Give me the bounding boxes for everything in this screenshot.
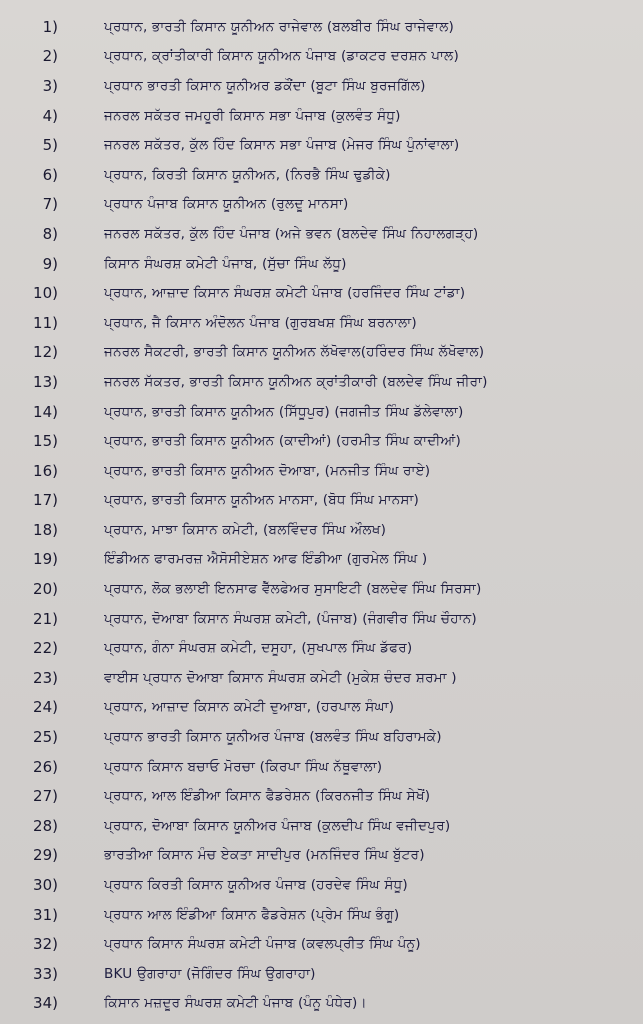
list-item [0,367,643,397]
item-text: ਵਾਈਸ ਪ੍ਰਧਾਨ ਦੋਆਬਾ ਕਿਸਾਨ ਸੰਘਰਸ਼ ਕਮੇਟੀ (ਮੁਕੇਸ਼ ਚੰਦਰ ਸ਼ਰਮਾ ) [104,669,457,686]
item-number: 11) [33,313,58,332]
list-item [0,693,643,723]
item-text: ਕਿਸਾਨ ਸੰਘਰਸ਼ ਕਮੇਟੀ ਪੰਜਾਬ, (ਸੁੱਚਾ ਸਿੰਘ ਲੱਧੂ) [104,255,347,272]
list-item [0,811,643,841]
item-number: 15) [33,432,58,451]
list-item [0,456,643,486]
list-item [0,71,643,101]
item-number: 26) [33,757,58,776]
item-number: 21) [33,609,58,628]
item-number: 8) [42,224,58,243]
item-number: 10) [33,284,58,303]
list-item [0,781,643,811]
item-text: ਪ੍ਰਧਾਨ ਭਾਰਤੀ ਕਿਸਾਨ ਯੂਨੀਅਰ ਪੰਜਾਬ (ਬਲਵੰਤ ਸਿੰਘ ਬਹਿਰਾਮਕੇ) [104,729,442,746]
list-item [0,989,643,1019]
list-item [0,338,643,368]
item-number: 14) [33,402,58,421]
item-number: 31) [33,905,58,924]
list-item [0,308,643,338]
item-text: BKU ਉਗਰਾਹਾ (ਜੋਗਿੰਦਰ ਸਿੰਘ ਉਗਰਾਹਾ) [104,965,316,982]
item-text: ਪ੍ਰਧਾਨ ਪੰਜਾਬ ਕਿਸਾਨ ਯੂਨੀਅਨ (ਰੁਲਦੂ ਮਾਨਸਾ) [104,196,349,213]
list-item [0,101,643,131]
item-text: ਕਿਸਾਨ ਮਜ਼ਦੂਰ ਸੰਘਰਸ਼ ਕਮੇਟੀ ਪੰਜਾਬ (ਪੰਨੂ ਪੰਧੇਰ)। [104,995,367,1012]
list-item [0,219,643,249]
item-text: ਪ੍ਰਧਾਨ, ਭਾਰਤੀ ਕਿਸਾਨ ਯੂਨੀਅਨ ਦੋਆਬਾ, (ਮਨਜੀਤ ਸਿੰਘ ਰਾਏ) [104,462,431,479]
list-item [0,722,643,752]
list-item [0,959,643,989]
list-item [0,929,643,959]
list-item [0,397,643,427]
item-number: 13) [33,372,58,391]
item-number: 28) [33,816,58,835]
item-number: 7) [42,195,58,214]
item-number: 27) [33,787,58,806]
item-text: ਪ੍ਰਧਾਨ ਕਿਰਤੀ ਕਿਸਾਨ ਯੂਨੀਅਰ ਪੰਜਾਬ (ਹਰਦੇਵ ਸਿੰਘ ਸੰਧੂ) [104,877,408,894]
list-item [0,249,643,279]
item-text: ਪ੍ਰਧਾਨ, ਲੋਕ ਭਲਾਈ ਇਨਸਾਫ ਵੈੱਲਫੇਅਰ ਸੁਸਾਇਟੀ (ਬਲਦੇਵ ਸਿੰਘ ਸਿਰਸਾ) [104,581,482,598]
list-item [0,870,643,900]
list-item [0,486,643,516]
item-text: ਪ੍ਰਧਾਨ, ਕ੍ਰਾਂਤੀਕਾਰੀ ਕਿਸਾਨ ਯੂਨੀਅਨ ਪੰਜਾਬ (ਡਾਕਟਰ ਦਰਸ਼ਨ ਪਾਲ) [104,48,459,65]
item-number: 17) [33,491,58,510]
item-number: 22) [33,639,58,658]
organization-list [0,12,643,1018]
list-item [0,604,643,634]
list-item [0,841,643,871]
item-text: ਜਨਰਲ ਸੈਕਟਰੀ, ਭਾਰਤੀ ਕਿਸਾਨ ਯੂਨੀਅਨ ਲੱਖੋਵਾਲ(ਹਰਿੰਦਰ ਸਿੰਘ ਲੱਖੋਵਾਲ) [104,344,485,361]
item-text: ਜਨਰਲ ਸਕੱਤਰ ਜਮਹੂਰੀ ਕਿਸਾਨ ਸਭਾ ਪੰਜਾਬ (ਕੁਲਵੰਤ ਸੰਧੂ) [104,107,401,124]
list-item [0,190,643,220]
item-number: 33) [33,964,58,983]
item-number: 4) [42,106,58,125]
item-text: ਪ੍ਰਧਾਨ, ਆਜ਼ਾਦ ਕਿਸਾਨ ਕਮੇਟੀ ਦੁਆਬਾ, (ਹਰਪਾਲ ਸੰਘਾ) [104,699,395,716]
item-text: ਪ੍ਰਧਾਨ, ਭਾਰਤੀ ਕਿਸਾਨ ਯੂਨੀਅਨ (ਸਿੱਧੂਪੁਰ) (ਜਗਜੀਤ ਸਿੰਘ ਡੱਲੇਵਾਲਾ) [104,403,464,420]
item-text: ਪ੍ਰਧਾਨ, ਕਿਰਤੀ ਕਿਸਾਨ ਯੂਨੀਅਨ, (ਨਿਰਭੈ ਸਿੰਘ ਢੁਡੀਕੇ) [104,166,391,183]
item-number: 34) [33,994,58,1013]
item-number: 12) [33,343,58,362]
list-item [0,160,643,190]
list-item [0,574,643,604]
list-item [0,12,643,42]
item-number: 20) [33,580,58,599]
list-item [0,515,643,545]
item-number: 24) [33,698,58,717]
list-item [0,278,643,308]
list-item [0,426,643,456]
item-number: 23) [33,668,58,687]
item-number: 18) [33,520,58,539]
item-text: ਪ੍ਰਧਾਨ, ਭਾਰਤੀ ਕਿਸਾਨ ਯੂਨੀਅਨ ਰਾਜੇਵਾਲ (ਬਲਬੀਰ ਸਿੰਘ ਰਾਜੇਵਾਲ) [104,18,454,35]
list-item [0,633,643,663]
list-item [0,752,643,782]
item-text: ਪ੍ਰਧਾਨ ਕਿਸਾਨ ਬਚਾਓ ਮੋਰਚਾ (ਕਿਰਪਾ ਸਿੰਘ ਨੱਥੂਵਾਲਾ) [104,758,383,775]
item-number: 30) [33,876,58,895]
item-text: ਪ੍ਰਧਾਨ ਕਿਸਾਨ ਸੰਘਰਸ਼ ਕਮੇਟੀ ਪੰਜਾਬ (ਕਵਲਪ੍ਰੀਤ ਸਿੰਘ ਪੰਨੂ) [104,936,421,953]
item-text: ਪ੍ਰਧਾਨ, ਦੋਆਬਾ ਕਿਸਾਨ ਸੰਘਰਸ਼ ਕਮੇਟੀ, (ਪੰਜਾਬ) (ਜੰਗਵੀਰ ਸਿੰਘ ਚੌਹਾਨ) [104,610,477,627]
item-number: 5) [42,136,58,155]
list-item [0,130,643,160]
item-text: ਪ੍ਰਧਾਨ ਭਾਰਤੀ ਕਿਸਾਨ ਯੂਨੀਅਰ ਡਕੌਂਦਾ (ਬੂਟਾ ਸਿੰਘ ਬੁਰਜਗਿੱਲ) [104,77,426,94]
item-number: 29) [33,846,58,865]
list-item [0,900,643,930]
item-text: ਭਾਰਤੀਆ ਕਿਸਾਨ ਮੰਚ ਏਕਤਾ ਸਾਦੀਪੁਰ (ਮਨਜਿੰਦਰ ਸਿੰਘ ਬੁੱਟਰ) [104,847,425,864]
item-text: ਪ੍ਰਧਾਨ, ਗੰਨਾ ਸੰਘਰਸ਼ ਕਮੇਟੀ, ਦਸੂਹਾ, (ਸੁਖਪਾਲ ਸਿੰਘ ਡੱਫਰ) [104,640,413,657]
item-number: 9) [42,254,58,273]
item-text: ਪ੍ਰਧਾਨ, ਆਜ਼ਾਦ ਕਿਸਾਨ ਸੰਘਰਸ਼ ਕਮੇਟੀ ਪੰਜਾਬ (ਹਰਜਿੰਦਰ ਸਿੰਘ ਟਾਂਡਾ) [104,285,466,302]
item-text: ਪ੍ਰਧਾਨ, ਮਾਝਾ ਕਿਸਾਨ ਕਮੇਟੀ, (ਬਲਵਿੰਦਰ ਸਿੰਘ ਔਲਖ) [104,521,387,538]
item-number: 32) [33,935,58,954]
list-item [0,663,643,693]
list-item [0,42,643,72]
item-number: 1) [42,17,58,36]
item-text: ਜਨਰਲ ਸਕੱਤਰ, ਕੁੱਲ ਹਿੰਦ ਕਿਸਾਨ ਸਭਾ ਪੰਜਾਬ (ਮੇਜਰ ਸਿੰਘ ਪੁੰਨਾਂਵਾਲਾ) [104,137,460,154]
item-text: ਇੰਡੀਅਨ ਫਾਰਮਰਜ਼ ਐਸੋਸੀਏਸ਼ਨ ਆਫ ਇੰਡੀਆ (ਗੁਰਮੇਲ ਸਿੰਘ ) [104,551,428,568]
item-text: ਪ੍ਰਧਾਨ, ਭਾਰਤੀ ਕਿਸਾਨ ਯੂਨੀਅਨ ਮਾਨਸਾ, (ਬੋਧ ਸਿੰਘ ਮਾਨਸਾ) [104,492,420,509]
item-text: ਜਨਰਲ ਸੱਕਤਰ, ਭਾਰਤੀ ਕਿਸਾਨ ਯੂਨੀਅਨ ਕ੍ਰਾਂਤੀਕਾਰੀ (ਬਲਦੇਵ ਸਿੰਘ ਜੀਰਾ) [104,373,488,390]
item-number: 16) [33,461,58,480]
item-number: 2) [42,47,58,66]
item-text: ਪ੍ਰਧਾਨ, ਦੋਆਬਾ ਕਿਸਾਨ ਯੂਨੀਅਰ ਪੰਜਾਬ (ਕੁਲਦੀਪ ਸਿੰਘ ਵਜੀਦਪੁਰ) [104,817,451,834]
item-number: 3) [42,76,58,95]
item-text: ਜਨਰਲ ਸਕੱਤਰ, ਕੁੱਲ ਹਿੰਦ ਪੰਜਾਬ (ਅਜੇ ਭਵਨ (ਬਲਦੇਵ ਸਿੰਘ ਨਿਹਾਲਗੜ੍ਹ) [104,225,479,242]
item-number: 6) [42,165,58,184]
item-number: 19) [33,550,58,569]
item-text: ਪ੍ਰਧਾਨ ਆਲ ਇੰਡੀਆ ਕਿਸਾਨ ਫੈਡਰੇਸ਼ਨ (ਪ੍ਰੇਮ ਸਿੰਘ ਭੰਗੂ) [104,906,400,923]
item-text: ਪ੍ਰਧਾਨ, ਭਾਰਤੀ ਕਿਸਾਨ ਯੂਨੀਅਨ (ਕਾਦੀਆਂ) (ਹਰਮੀਤ ਸਿੰਘ ਕਾਦੀਆਂ) [104,433,462,450]
item-number: 25) [33,728,58,747]
item-text: ਪ੍ਰਧਾਨ, ਜੈ ਕਿਸਾਨ ਅੰਦੋਲਨ ਪੰਜਾਬ (ਗੁਰਬਖਸ਼ ਸਿੰਘ ਬਰਨਾਲਾ) [104,314,417,331]
item-text: ਪ੍ਰਧਾਨ, ਆਲ ਇੰਡੀਆ ਕਿਸਾਨ ਫੈਡਰੇਸ਼ਨ (ਕਿਰਨਜੀਤ ਸਿੰਘ ਸੇਖੋਂ) [104,788,431,805]
list-item [0,545,643,575]
